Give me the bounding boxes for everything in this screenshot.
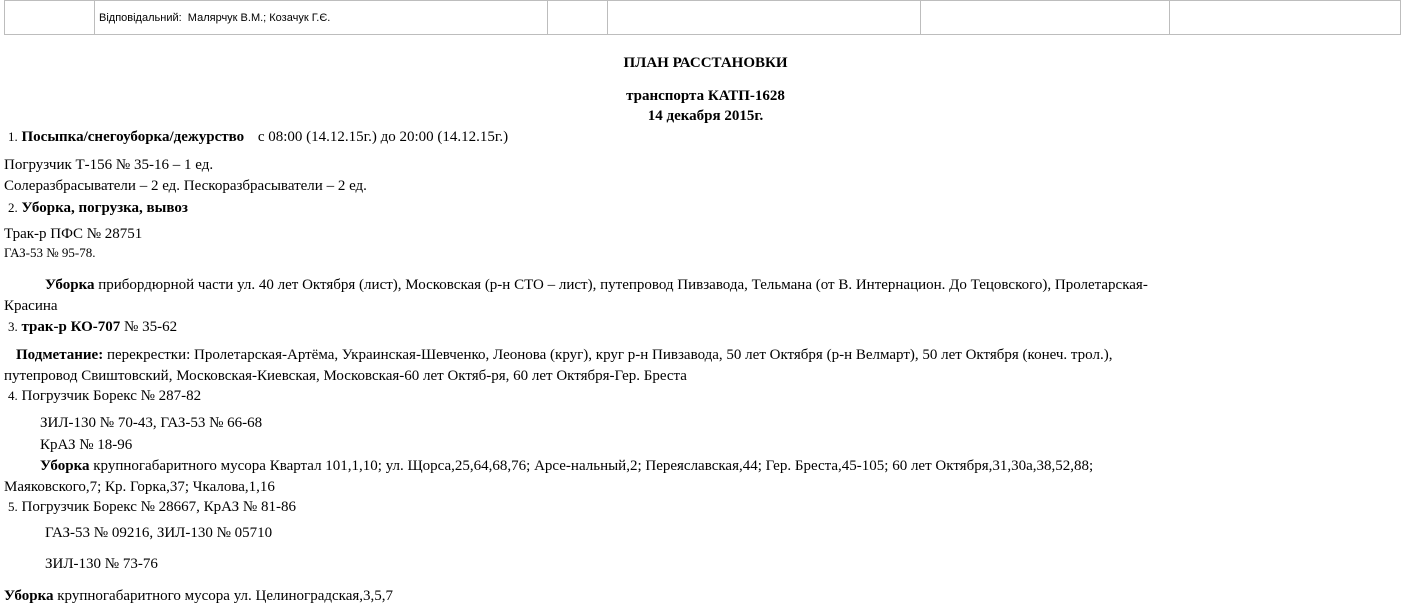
item-heading: Погрузчик Борекс № 287-82	[21, 388, 202, 404]
item-1-line-1: Погрузчик Т-156 № 35-16 – 1 ед.	[4, 157, 214, 173]
item-heading-rest: № 35-62	[120, 319, 178, 335]
item-4-work	[40, 457, 1093, 475]
work-keyword: Уборка	[40, 458, 90, 474]
plan-date: 14 декабря 2015г.	[647, 108, 764, 124]
table-cell	[5, 1, 95, 35]
item-number: 1.	[8, 129, 18, 144]
item-3-work-cont: путепровод Свиштовский, Московская-Киевская, Московская-60 лет Октяб-ря, 60 лет Октября-Гер. Бреста	[4, 368, 687, 384]
item-2-work-cont: Красина	[4, 298, 58, 314]
item-4-line-1: ЗИЛ-130 № 70-43, ГАЗ-53 № 66-68	[40, 415, 263, 431]
item-number: 4.	[8, 388, 18, 403]
item-number: 2.	[8, 200, 18, 215]
item-3-work	[16, 346, 1112, 364]
item-1-line-2: Солеразбрасыватели – 2 ед. Пескоразбрасыватели – 2 ед.	[4, 178, 367, 194]
item-2-work	[45, 276, 1148, 294]
responsible-cell	[95, 1, 548, 35]
item-heading: трак-р КО-707	[21, 319, 121, 335]
table-cell	[921, 1, 1170, 35]
plan-subtitle: транспорта КАТП-1628	[626, 88, 785, 104]
item-2-header	[8, 199, 188, 217]
responsible-names: Малярчук В.М.; Козачук Г.Є.	[187, 11, 331, 24]
item-number: 5.	[8, 499, 18, 514]
item-1-header	[8, 128, 508, 146]
table-cell	[1170, 1, 1401, 35]
item-time: с 08:00 (14.12.15г.) до 20:00 (14.12.15г.)	[257, 129, 509, 145]
item-2-line-2: ГАЗ-53 № 95-78.	[4, 245, 96, 260]
table-cell	[548, 1, 608, 35]
responsible-label: Відповідальний:	[99, 11, 182, 24]
work-keyword: Уборка	[4, 588, 54, 604]
item-2-line-1: Трак-р ПФС № 28751	[4, 226, 143, 242]
work-keyword: Подметание:	[16, 347, 104, 363]
item-4-line-2: КрАЗ № 18-96	[40, 437, 133, 453]
item-5-line-2: ЗИЛ-130 № 73-76	[45, 556, 158, 572]
item-5-work	[4, 587, 393, 605]
item-heading: Уборка, погрузка, вывоз	[21, 200, 188, 216]
item-5-header	[8, 498, 296, 516]
item-heading: Посыпка/снегоуборка/дежурство	[21, 129, 245, 145]
header-table	[4, 0, 1401, 35]
work-text: перекрестки: Пролетарская-Артёма, Украинская-Шевченко, Леонова (круг), круг р-н Пивзавода, 50 лет Октября (р-н Велмарт), 50 лет Октября (конеч. трол.),	[103, 347, 1113, 363]
work-text: прибордюрной части ул. 40 лет Октября (лист), Московская (р-н СТО – лист), путепровод Пивзавода, Тельмана (от В. Интернацион. До Тецовского), Пролетарская-	[94, 277, 1148, 293]
work-keyword: Уборка	[45, 277, 95, 293]
item-4-header	[8, 387, 201, 405]
work-text: крупногабаритного мусора ул. Целиноградская,3,5,7	[53, 588, 394, 604]
item-4-work-cont: Маяковского,7; Кр. Горка,37; Чкалова,1,16	[4, 479, 275, 495]
item-3-header	[8, 318, 177, 336]
item-heading: Погрузчик Борекс № 28667, КрАЗ № 81-86	[21, 499, 296, 515]
table-row	[5, 1, 1401, 35]
work-text: крупногабаритного мусора Квартал 101,1,10; ул. Щорса,25,64,68,76; Арсе-нальный,2; Переяславская,44; Гер. Бреста,45-105; 60 лет Октября,31,30а,38,52,88;	[89, 458, 1094, 474]
table-cell	[608, 1, 921, 35]
item-5-line-1: ГАЗ-53 № 09216, ЗИЛ-130 № 05710	[45, 525, 273, 541]
item-number: 3.	[8, 319, 18, 334]
plan-title: ПЛАН РАССТАНОВКИ	[623, 55, 788, 71]
